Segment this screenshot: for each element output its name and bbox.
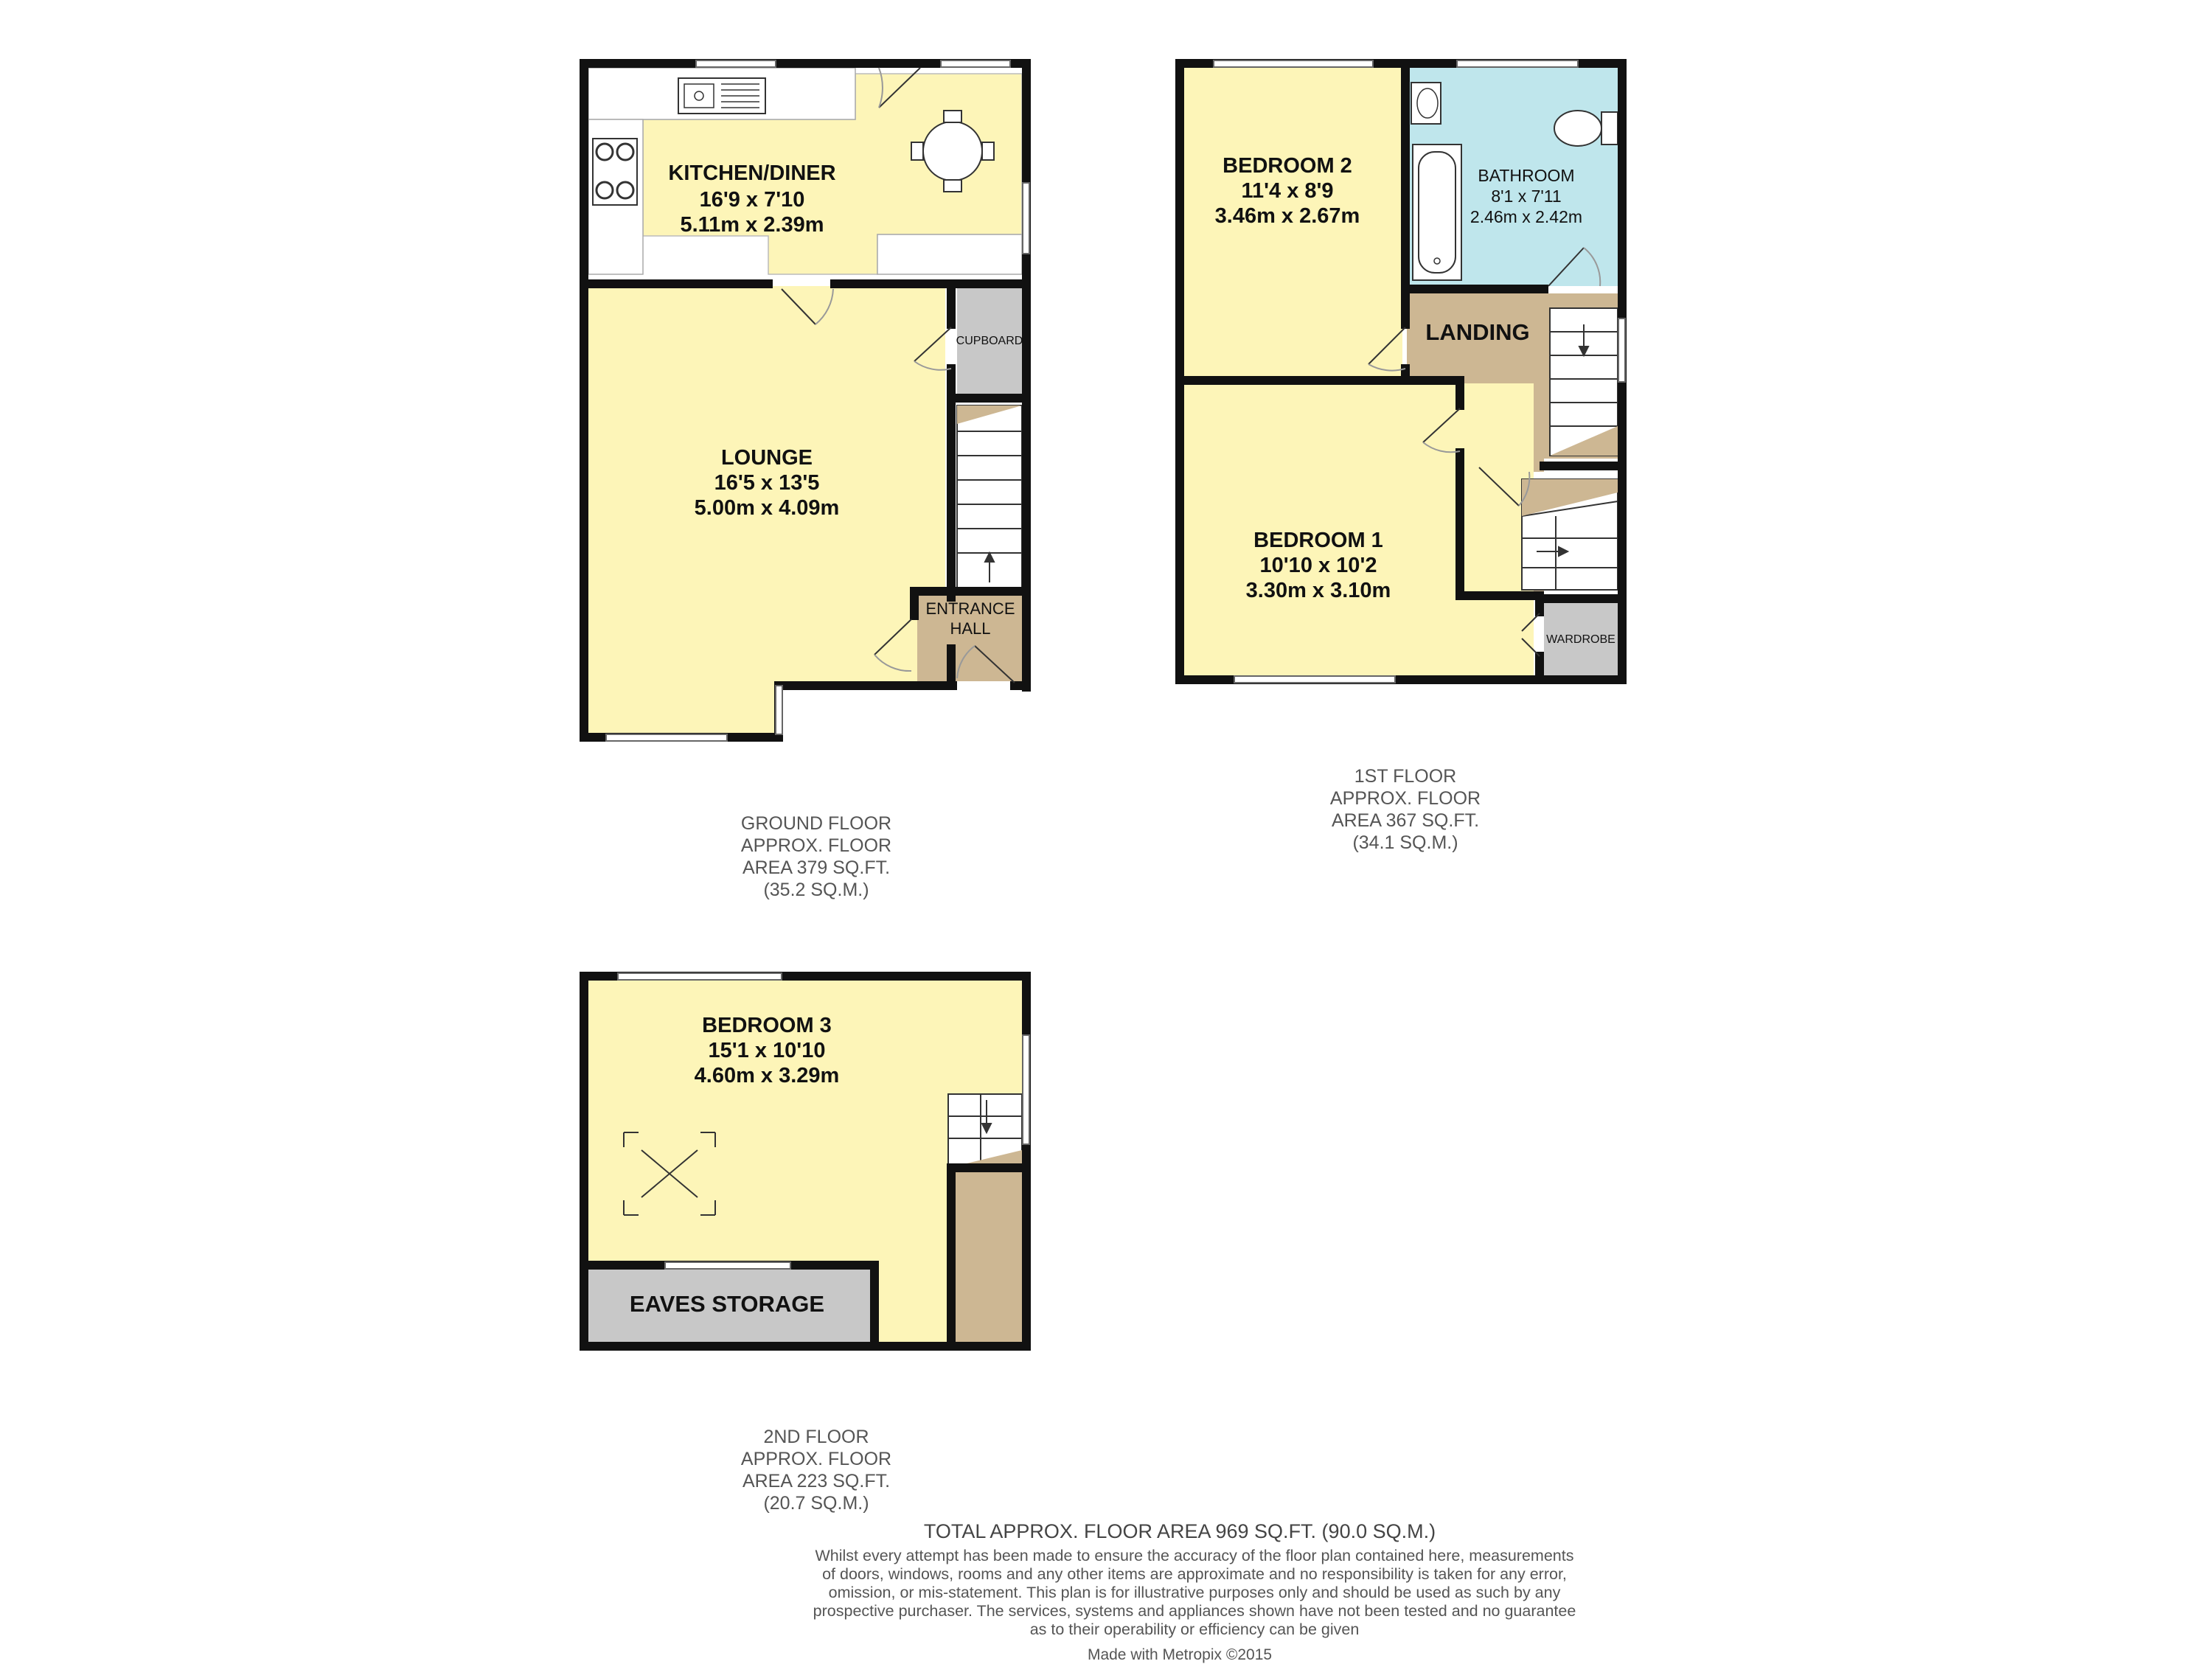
lounge-imperial: 16'5 x 13'5 bbox=[714, 471, 820, 495]
kitchen-worktop-right bbox=[877, 234, 1022, 274]
bedroom3-imperial: 15'1 x 10'10 bbox=[708, 1039, 826, 1062]
disclaimer-line: as to their operability or efficiency can be given bbox=[1029, 1621, 1360, 1638]
ground-floor-plan bbox=[584, 60, 1029, 741]
sink-icon bbox=[678, 78, 765, 114]
bedroom2-name: BEDROOM 2 bbox=[1222, 154, 1352, 178]
disclaimer-line: omission, or mis-statement. This plan is for illustrative purposes only and should be used as such by any bbox=[828, 1584, 1561, 1601]
first-floor-label-line: AREA 367 SQ.FT. bbox=[1331, 810, 1480, 831]
second-floor-label-line: AREA 223 SQ.FT. bbox=[742, 1471, 891, 1491]
disclaimer bbox=[782, 1547, 1607, 1639]
cupboard-name: CUPBOARD bbox=[956, 335, 1023, 347]
bathroom-metric: 2.46m x 2.42m bbox=[1470, 207, 1583, 226]
first-floor-plan bbox=[1180, 60, 1625, 683]
landing-name: LANDING bbox=[1425, 319, 1530, 345]
eaves-storage-name: EAVES STORAGE bbox=[629, 1291, 825, 1317]
first-floor-label-line: APPROX. FLOOR bbox=[1329, 788, 1481, 809]
bedroom3-name: BEDROOM 3 bbox=[702, 1014, 832, 1037]
lounge-name: LOUNGE bbox=[720, 446, 813, 470]
first-floor-label-line: (34.1 SQ.M.) bbox=[1352, 832, 1458, 853]
metropix-credit: Made with Metropix ©2015 bbox=[1087, 1646, 1273, 1663]
toilet-icon bbox=[1554, 111, 1618, 146]
lounge-metric: 5.00m x 4.09m bbox=[694, 496, 840, 520]
kitchen-name: KITCHEN/DINER bbox=[668, 161, 836, 185]
ground-floor-label-line: (35.2 SQ.M.) bbox=[763, 880, 869, 900]
bathroom-imperial: 8'1 x 7'11 bbox=[1491, 187, 1562, 206]
second-floor-label-line: 2ND FLOOR bbox=[763, 1427, 869, 1447]
bath-icon bbox=[1413, 145, 1461, 280]
second-floor-area-label bbox=[706, 1426, 927, 1514]
bedroom2-metric: 3.46m x 2.67m bbox=[1214, 204, 1360, 228]
basin-icon bbox=[1411, 83, 1441, 124]
second-floor-plan bbox=[584, 973, 1029, 1346]
first-floor-label-line: 1ST FLOOR bbox=[1354, 766, 1457, 787]
ground-floor-area-label bbox=[706, 812, 927, 901]
kitchen-imperial: 16'9 x 7'10 bbox=[699, 188, 805, 212]
ground-floor-label-line: GROUND FLOOR bbox=[740, 813, 892, 834]
kitchen-metric: 5.11m x 2.39m bbox=[680, 213, 824, 237]
first-floor-area-label bbox=[1295, 765, 1516, 854]
second-floor-label-line: (20.7 SQ.M.) bbox=[763, 1493, 869, 1514]
bedroom2-imperial: 11'4 x 8'9 bbox=[1241, 179, 1334, 203]
entrance-hall-line2: HALL bbox=[950, 619, 991, 638]
disclaimer-line: of doors, windows, rooms and any other items are approximate and no responsibility is taken for any error, bbox=[822, 1565, 1567, 1583]
disclaimer-line: Whilst every attempt has been made to ensure the accuracy of the floor plan contained here, measurements bbox=[815, 1547, 1574, 1564]
bedroom3-metric: 4.60m x 3.29m bbox=[694, 1064, 840, 1087]
second-floor-label-line: APPROX. FLOOR bbox=[740, 1449, 892, 1469]
disclaimer-line: prospective purchaser. The services, systems and appliances shown have not been tested and no guarantee bbox=[813, 1602, 1576, 1620]
wardrobe-name: WARDROBE bbox=[1546, 633, 1615, 646]
total-floor-area: TOTAL APPROX. FLOOR AREA 969 SQ.FT. (90.0 SQ.M.) bbox=[923, 1520, 1436, 1542]
second-stair-well bbox=[956, 1160, 1022, 1342]
bathroom-name: BATHROOM bbox=[1478, 166, 1575, 185]
bedroom1-imperial: 10'10 x 10'2 bbox=[1259, 554, 1377, 577]
ground-floor-label-line: APPROX. FLOOR bbox=[740, 835, 892, 856]
ground-floor-label-line: AREA 379 SQ.FT. bbox=[742, 857, 891, 878]
bedroom1-metric: 3.30m x 3.10m bbox=[1245, 579, 1391, 602]
hob-icon bbox=[593, 139, 637, 205]
entrance-hall-line1: ENTRANCE bbox=[925, 599, 1015, 618]
bedroom1-name: BEDROOM 1 bbox=[1253, 529, 1383, 552]
